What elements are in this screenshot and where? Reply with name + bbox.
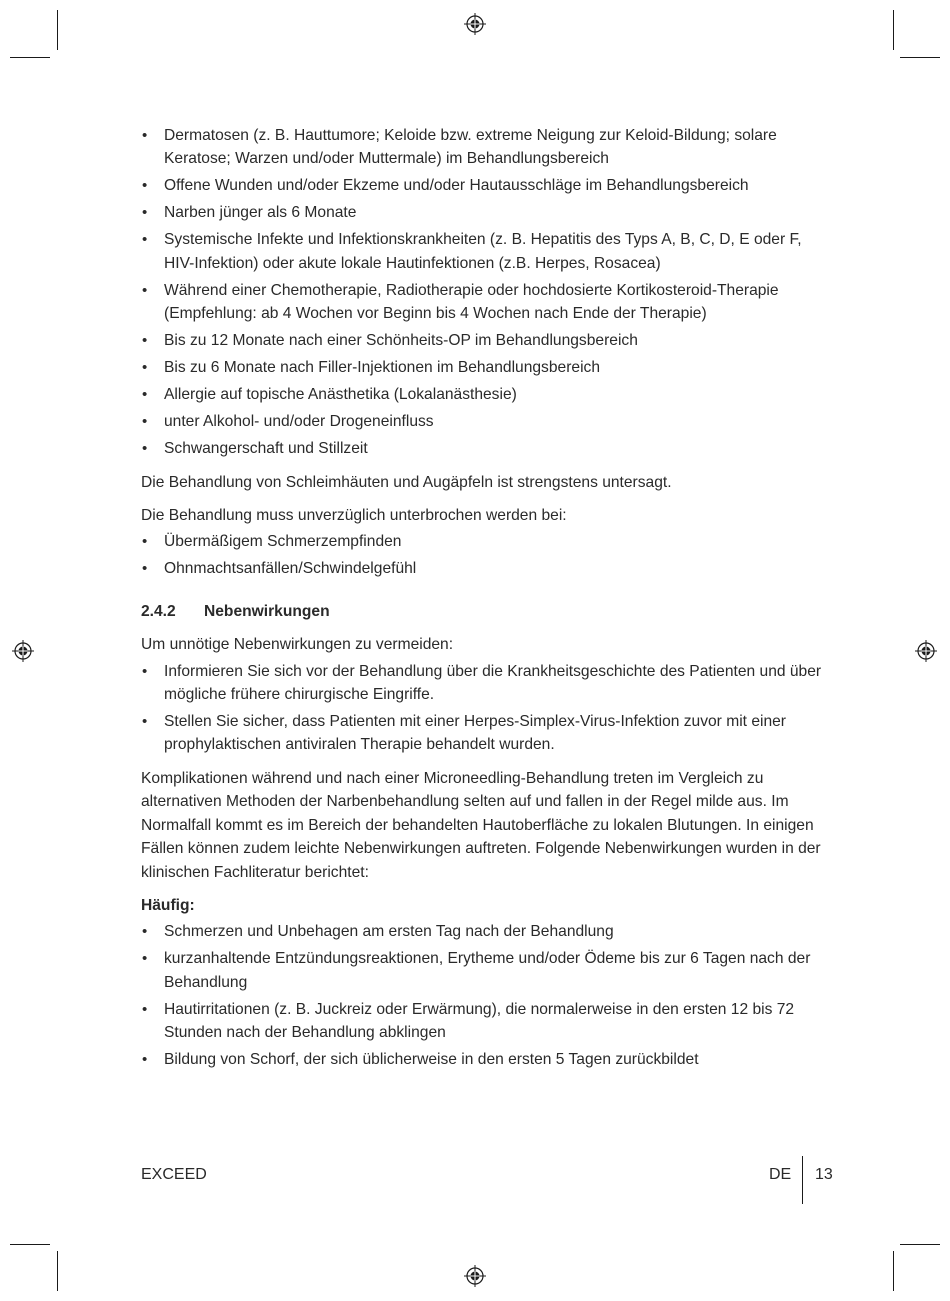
list-item: • Narben jünger als 6 Monate — [141, 201, 831, 224]
list-item: • Offene Wunden und/oder Ekzeme und/oder Hautausschläge im Behandlungsbereich — [141, 174, 831, 197]
interrupt-list — [141, 530, 831, 580]
section-number: 2.4.2 — [141, 602, 176, 620]
list-item: • Dermatosen (z. B. Hauttumore; Keloide bzw. extreme Neigung zur Keloid-Bildung; solare Keratose; Warzen und/oder Muttermale) im Behandlungsbereich — [141, 124, 831, 171]
list-item: • unter Alkohol- und/oder Drogeneinfluss — [141, 410, 831, 433]
list-item: • Schwangerschaft und Stillzeit — [141, 437, 831, 460]
crop-mark — [10, 1244, 50, 1245]
footer-brand: EXCEED — [141, 1166, 207, 1183]
section-heading — [141, 600, 831, 623]
registration-mark-icon — [464, 13, 486, 35]
interrupt-intro: Die Behandlung muss unverzüglich unterbrochen werden bei: — [141, 507, 567, 525]
list-item: • Allergie auf topische Anästhetika (Lokalanästhesie) — [141, 383, 831, 406]
page-content — [141, 124, 831, 1075]
crop-mark — [900, 1244, 940, 1245]
list-item: • Hautirritationen (z. B. Juckreiz oder Erwärmung), die normalerweise in den ersten 12 bis 72 Stunden nach der Behandlung abklingen — [141, 998, 831, 1045]
section-title: Nebenwirkungen — [204, 602, 330, 620]
list-item: • Übermäßigem Schmerzempfinden — [141, 530, 831, 553]
list-item: • Ohnmachtsanfällen/Schwindelgefühl — [141, 557, 831, 580]
frequent-heading: Häufig: — [141, 896, 195, 914]
registration-mark-icon — [12, 640, 34, 662]
frequent-list — [141, 920, 831, 1071]
list-item: • Bis zu 12 Monate nach einer Schönheits-OP im Behandlungsbereich — [141, 329, 831, 352]
crop-mark — [57, 10, 58, 50]
list-item: • Bildung von Schorf, der sich üblicherweise in den ersten 5 Tagen zurückbildet — [141, 1048, 831, 1071]
complications-paragraph: Komplikationen während und nach einer Microneedling-Behandlung treten im Vergleich zu alternativen Methoden der Narbenbehandlung selten auf und fallen in der Regel milde aus. Im Normalfall kommt es im Bereich der behandelten Hautoberfläche zu lokalen Blutungen. In einigen Fällen können zudem leichte Nebenwirkungen auftreten. Folgende Nebenwirkungen wurden in der klinischen Fachliteratur berichtet: — [141, 769, 821, 881]
registration-mark-icon — [915, 640, 937, 662]
list-item: • Schmerzen und Unbehagen am ersten Tag nach der Behandlung — [141, 920, 831, 943]
crop-mark — [893, 1251, 894, 1291]
registration-mark-icon — [464, 1265, 486, 1287]
mucosa-note: Die Behandlung von Schleimhäuten und Augäpfeln ist strengstens untersagt. — [141, 473, 672, 491]
footer-language: DE — [769, 1166, 792, 1183]
crop-mark — [10, 57, 50, 58]
avoid-list — [141, 660, 831, 757]
crop-mark — [893, 10, 894, 50]
list-item: • kurzanhaltende Entzündungsreaktionen, Erytheme und/oder Ödeme bis zur 6 Tagen nach der Behandlung — [141, 947, 831, 994]
list-item: • Bis zu 6 Monate nach Filler-Injektionen im Behandlungsbereich — [141, 356, 831, 379]
list-item: • Systemische Infekte und Infektionskrankheiten (z. B. Hepatitis des Typs A, B, C, D, E oder F, HIV-Infektion) oder akute lokale Hautinfektionen (z.B. Herpes, Rosacea) — [141, 228, 831, 275]
crop-mark — [900, 57, 940, 58]
avoid-intro: Um unnötige Nebenwirkungen zu vermeiden: — [141, 636, 454, 654]
list-item: • Informieren Sie sich vor der Behandlung über die Krankheitsgeschichte des Patienten und über mögliche frühere chirurgische Eingriffe. — [141, 660, 831, 707]
page-number: 13 — [815, 1166, 833, 1183]
list-item: • Während einer Chemotherapie, Radiotherapie oder hochdosierte Kortikosteroid-Therapie (Empfehlung: ab 4 Wochen vor Beginn bis 4 Wochen nach Ende der Therapie) — [141, 279, 831, 326]
footer-divider — [802, 1156, 803, 1204]
crop-mark — [57, 1251, 58, 1291]
contraindications-list — [141, 124, 831, 461]
list-item: • Stellen Sie sicher, dass Patienten mit einer Herpes-Simplex-Virus-Infektion zuvor mit einer prophylaktischen antiviralen Therapie behandelt wurden. — [141, 710, 831, 757]
